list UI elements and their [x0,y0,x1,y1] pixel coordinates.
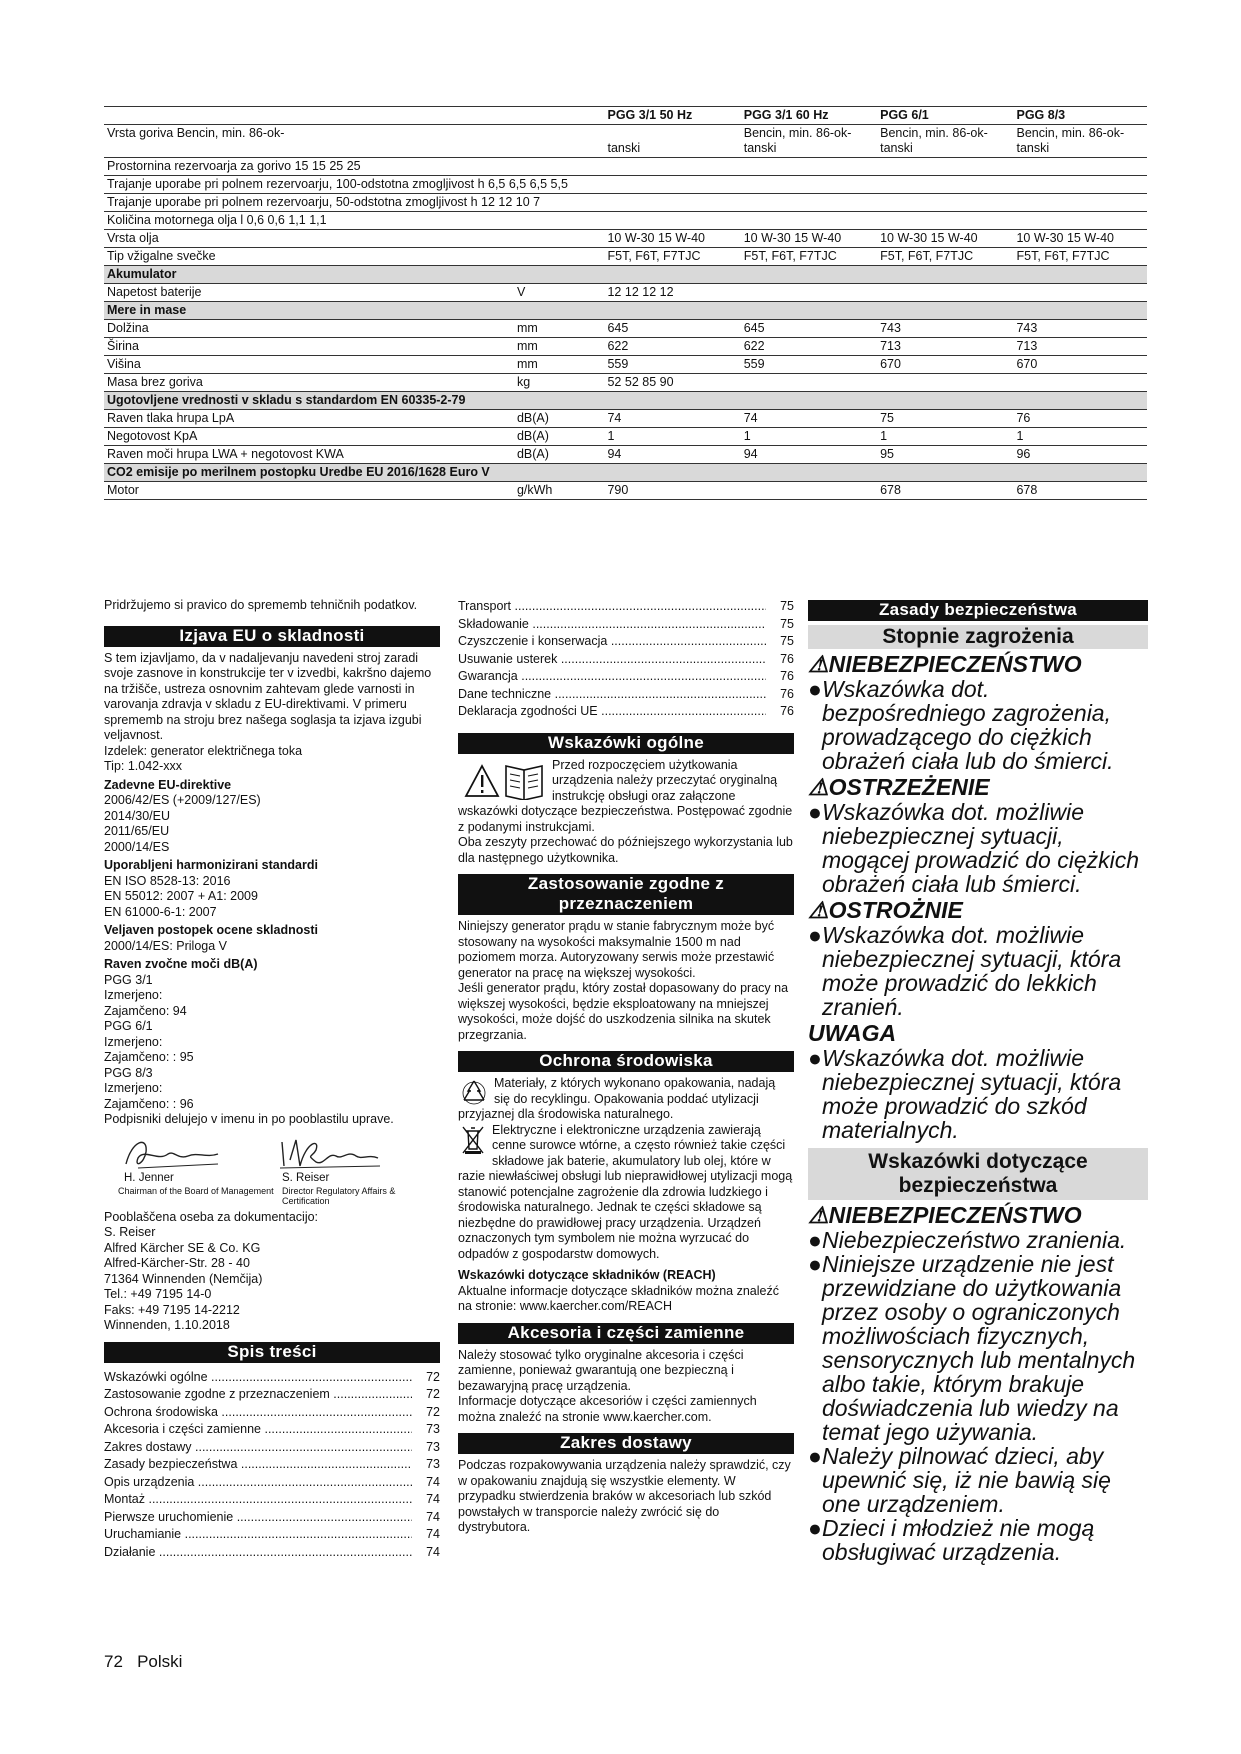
toc-page: 72 [426,1404,440,1419]
table-header: PGG 3/1 50 Hz [604,107,740,125]
table-cell: mm [514,338,605,356]
table-cell: 1 [1013,428,1147,446]
toc-page: 74 [426,1544,440,1559]
toc-item[interactable] [104,1369,440,1387]
table-cell: F5T, F6T, F7TJC [604,248,740,266]
table-cell: Prostornina rezervoarja za gorivo 15 15 25 25 [104,158,1147,176]
table-row [104,158,1147,176]
table-cell: Bencin, min. 86-ok- tanski [877,125,1013,158]
table-cell: Vrsta goriva Bencin, min. 86-ok- [104,125,514,158]
table-cell [514,248,605,266]
table-row [104,374,1147,392]
toc-item[interactable] [458,598,794,616]
danger-item [808,677,1148,773]
danger-text: Wskazówka dot. bezpośredniego zagrożenia, prowadzącego do ciężkich obrażeń ciała lub do śmierci. [822,676,1114,774]
warning-text: Wskazówka dot. możliwie niebezpiecznej sytuacji, mogącej prowadzić do ciężkich obrażeń ciała lub śmierci. [822,799,1140,897]
table-row [104,320,1147,338]
table-row [104,428,1147,446]
table-cell: 622 [604,338,740,356]
warning-heading [808,775,1148,800]
danger-heading [808,652,1148,677]
toc-page: 76 [780,704,794,718]
toc-page: 73 [426,1457,440,1471]
environment-text-2: Elektryczne i elektroniczne urządzenia zawierają cenne surowce wtórne, a często również takie części składowe jak baterie, akumulatory lub olej, które w razie niewłaściwej obsługi lub nieprawidłowej utylizacji mogą stanowić potencjalne zagrożenie dla zdrowia ludzkiego i środowiska naturalnego. Jednak te części składowe są niezbędne do prawidłowej pracy urządzenia. Urządzeń oznaczonych tym symbolem nie można wyrzucać do odpadów z gospodarstw domowych. [458,1122,793,1261]
table-cell: Tip vžigalne svečke [104,248,514,266]
table-cell: Višina [104,356,514,374]
table-cell: 743 [1013,320,1147,338]
procedure-text: 2000/14/ES: Priloga V [104,938,227,953]
safety-heading: Zasady bezpieczeństwa [808,600,1148,621]
toc-label: Ochrona środowiska ..... [104,1404,412,1422]
table-cell: 790 [604,482,740,500]
standards-title: Uporabljeni harmonizirani standardi [104,858,318,872]
danger2-text: Niebezpieczeństwo zranienia. [822,1227,1127,1253]
sound-line: Zajamčeno: 94 [104,1003,187,1018]
contact-line: 71364 Winnenden (Nemčija) [104,1271,263,1286]
toc-item[interactable] [104,1386,440,1404]
notice-text: Wskazówka dot. możliwie niebezpiecznej sytuacji, która może prowadzić do szkód materialnych. [822,1045,1122,1143]
general-block [458,758,794,836]
toc-item[interactable] [104,1509,440,1527]
table-cell: 678 [877,482,1013,500]
toc-page: 73 [426,1439,440,1454]
table-cell: V [514,284,605,302]
sound-line: Zajamčeno: : 95 [104,1050,194,1064]
table-cell: Napetost baterije [104,284,514,302]
danger2-item [808,1228,1148,1252]
table-cell: 95 [877,446,1013,464]
toc-page: 74 [426,1527,440,1541]
table-cell: 645 [604,320,740,338]
toc-label: Zakres dostawy ..... [104,1439,412,1457]
contact-line: Winnenden, 1.10.2018 [104,1318,230,1332]
table-header: PGG 8/3 [1013,107,1147,125]
bullet-icon: ● [808,1443,822,1469]
directives-title: Zadevne EU-direktive [104,777,232,792]
table-cell: dB(A) [514,428,605,446]
toc-page: 76 [780,686,794,701]
table-cell: 94 [604,446,740,464]
standard-item: EN 55012: 2007 + A1: 2009 [104,889,258,903]
column-middle [458,598,794,1536]
reach-text: Aktualne informacje dotyczące składników można znaleźć na stronie: www.kaercher.com/REACH [458,1283,779,1313]
table-cell: mm [514,320,605,338]
footer-language: Polski [137,1652,183,1671]
table-cell: 670 [1013,356,1147,374]
toc-label: Usuwanie usterek ..... [458,651,766,669]
table-cell [741,482,877,500]
table-cell: Masa brez goriva [104,374,514,392]
toc-label: Opis urządzenia ..... [104,1474,412,1492]
toc-label: Zasady bezpieczeństwa ..... [104,1456,412,1474]
toc-page: 75 [780,599,794,613]
documentation-contact [104,1210,440,1334]
table-cell [877,374,1013,392]
toc-label: Gwarancja ..... [458,668,766,686]
toc-list [104,1369,440,1562]
sound-line: Izmerjeno: [104,1034,163,1049]
toc-page: 74 [426,1474,440,1489]
table-cell: 75 [877,410,1013,428]
hazard-levels-heading: Stopnie zagrożenia [808,625,1148,649]
toc-page: 76 [780,669,794,683]
intended-use-heading: Zastosowanie zgodne z przeznaczeniem [458,874,794,915]
safety-hints-heading: Wskazówki dotyczące bezpieczeństwa [808,1148,1148,1200]
toc-item[interactable] [104,1544,440,1562]
table-cell [514,230,605,248]
directive-item: 2006/42/ES (+2009/127/ES) [104,793,261,807]
toc-item[interactable] [458,651,794,669]
table-cell: Širina [104,338,514,356]
sound-line: PGG 6/1 [104,1019,153,1033]
table-cell: 74 [741,410,877,428]
delivery-heading: Zakres dostawy [458,1433,794,1454]
toc-item[interactable] [104,1456,440,1474]
table-cell: Trajanje uporabe pri polnem rezervoarju, 100-odstotna zmogljivost h 6,5 6,5 6,5 5,5 [104,176,1147,194]
toc-page: 74 [426,1492,440,1506]
table-cell: 10 W-30 15 W-40 [877,230,1013,248]
recycling-icon [460,1078,488,1106]
table-header [514,107,605,125]
crossed-bin-icon [462,1125,484,1155]
table-section-row [104,392,1147,410]
table-cell: 12 12 12 12 [604,284,740,302]
delivery-text: Podczas rozpakowywania urządzenia należy sprawdzić, czy w opakowaniu znajdują się wszystkie elementy. W przypadku stwierdzenia braków w akcesoriach lub szkód powstałych w transporcie należy zwrócić się do dystrybutora. [458,1458,791,1534]
product-line: Izdelek: generator električnega toka [104,743,303,758]
signer1-name: H. Jenner [124,1171,174,1184]
toc-item[interactable] [104,1439,440,1457]
table-header-row [104,107,1147,125]
table-row [104,284,1147,302]
intended-use-text: Niniejszy generator prądu w stanie fabrycznym może być stosowany na wysokości maksymalnie 1500 m nad poziomem morza. Autoryzowany serwis może przestawić generator na pracę na większej wysokości. [458,919,775,980]
notice-heading: UWAGA [808,1020,897,1046]
directive-item: 2011/65/EU [104,824,170,838]
standard-item: EN ISO 8528-13: 2016 [104,873,231,888]
danger2-item [808,1444,1148,1516]
table-cell: F5T, F6T, F7TJC [877,248,1013,266]
toc-label: Montaż ..... [104,1491,412,1509]
toc-label: Dane techniczne ..... [458,686,766,704]
general-text-2: Oba zeszyty przechować do późniejszego wykorzystania lub dla następnego użytkownika. [458,835,793,865]
environment-text: Materiały, z których wykonano opakowania, nadają się do recyklingu. Opakowania poddać utylizacji przyjaznej dla środowiska naturalnego. [458,1076,776,1121]
table-cell: kg [514,374,605,392]
sound-line: Izmerjeno: [104,988,163,1002]
table-header: PGG 6/1 [877,107,1013,125]
table-cell: 1 [604,428,740,446]
bullet-icon: ● [808,922,822,948]
contact-line: Alfred-Kärcher-Str. 28 - 40 [104,1256,250,1270]
signer2-role: Director Regulatory Affairs & Certification [282,1185,396,1206]
caution-heading [808,898,1148,923]
danger2-heading [808,1203,1148,1228]
environment-block-1 [458,1076,794,1123]
table-row [104,176,1147,194]
table-cell: Bencin, min. 86-ok- tanski [1013,125,1147,158]
toc-page: 75 [780,634,794,648]
accessories-heading: Akcesoria i części zamienne [458,1323,794,1344]
contact-line: Pooblaščena oseba za dokumentacijo: [104,1209,319,1224]
general-text: Przed rozpoczęciem użytkowania urządzenia należy przeczytać oryginalną instrukcję obsługi oraz załączone wskazówki dotyczące bezpieczeństwa. Postępować zgodnie z podanymi instrukcjami. [458,757,793,834]
table-cell [877,284,1013,302]
table-cell: g/kWh [514,482,605,500]
sound-line: PGG 8/3 [104,1065,153,1080]
table-cell: 52 52 85 90 [604,374,740,392]
toc-item[interactable] [458,633,794,651]
bullet-icon: ● [808,1251,822,1277]
section-label: Ugotovljene vrednosti v skladu s standardom EN 60335-2-79 [104,392,1147,410]
toc-item[interactable] [104,1404,440,1422]
table-row [104,356,1147,374]
signatures [104,1132,440,1204]
toc-label: Wskazówki ogólne ..... [104,1369,412,1387]
notice-item [808,1046,1148,1142]
table-cell: F5T, F6T, F7TJC [1013,248,1147,266]
table-cell: tanski [604,125,740,158]
table-row [104,212,1147,230]
table-cell: Raven moči hrupa LWA + negotovost KWA [104,446,514,464]
toc-heading: Spis treści [104,1342,440,1363]
environment-heading: Ochrona środowiska [458,1051,794,1072]
section-label: CO2 emisije po merilnem postopku Uredbe EU 2016/1628 Euro V [104,464,1147,482]
section-label: Mere in mase [104,302,1147,320]
directive-item: 2000/14/ES [104,839,170,854]
table-cell: mm [514,356,605,374]
signature-jenner-icon [118,1134,228,1172]
table-section-row [104,302,1147,320]
table-row [104,194,1147,212]
toc-item[interactable] [458,686,794,704]
table-cell: Trajanje uporabe pri polnem rezervoarju, 50-odstotna zmogljivost h 12 12 10 7 [104,194,1147,212]
toc-item[interactable] [104,1491,440,1509]
accessories-text-2: Informacje dotyczące akcesoriów i części zamiennych można znaleźć na stronie www.kaercher.com. [458,1394,757,1424]
bullet-icon: ● [808,1227,822,1253]
warning-triangle-icon: ⚠ [808,774,829,800]
table-cell: 713 [1013,338,1147,356]
caution-item [808,923,1148,1019]
table-cell: Vrsta olja [104,230,514,248]
table-cell: Negotovost KpA [104,428,514,446]
bullet-icon: ● [808,1045,822,1071]
page-footer [104,1652,182,1672]
table-cell [741,374,877,392]
table-cell: 10 W-30 15 W-40 [1013,230,1147,248]
toc-page: 73 [426,1422,440,1436]
contact-line: Tel.: +49 7195 14-0 [104,1287,212,1301]
toc-label: Działanie ..... [104,1544,412,1562]
table-cell: 96 [1013,446,1147,464]
table-cell: Motor [104,482,514,500]
toc-label: Zastosowanie zgodne z przeznaczeniem ..... [104,1386,412,1404]
table-cell: 559 [604,356,740,374]
environment-block-2 [458,1123,794,1263]
type-line: Tip: 1.042-xxx [104,759,183,773]
toc-item[interactable] [458,616,794,634]
table-cell: 1 [877,428,1013,446]
contact-line: S. Reiser [104,1225,156,1239]
toc-item[interactable] [104,1474,440,1492]
table-cell: Dolžina [104,320,514,338]
table-cell: 94 [741,446,877,464]
toc-page: 72 [426,1369,440,1384]
warning-triangle-icon: ⚠ [808,651,829,677]
toc-page: 76 [780,651,794,666]
signer1-role: Chairman of the Board of Management [118,1185,274,1196]
table-section-row [104,464,1147,482]
general-heading: Wskazówki ogólne [458,733,794,754]
toc-page: 75 [780,616,794,631]
danger2-text: Należy pilnować dzieci, aby upewnić się, iż nie bawią się one urządzeniem. [822,1443,1111,1517]
table-cell: 713 [877,338,1013,356]
sound-line: PGG 3/1 [104,972,153,987]
table-header: PGG 3/1 60 Hz [741,107,877,125]
procedure-title: Veljaven postopek ocene skladnosti [104,923,318,937]
table-cell: 10 W-30 15 W-40 [604,230,740,248]
bullet-icon: ● [808,799,822,825]
table-cell: 10 W-30 15 W-40 [741,230,877,248]
column-left [104,598,440,1561]
bullet-icon: ● [808,676,822,702]
toc-item[interactable] [458,668,794,686]
table-row [104,230,1147,248]
section-label: Akumulator [104,266,1147,284]
standard-item: EN 61000-6-1: 2007 [104,904,217,919]
contact-line: Faks: +49 7195 14-2212 [104,1302,240,1317]
sound-line: Izmerjeno: [104,1081,163,1095]
table-cell: 678 [1013,482,1147,500]
table-row [104,482,1147,500]
table-cell: 74 [604,410,740,428]
table-cell [741,284,877,302]
column-right [808,598,1148,1564]
toc-label: Deklaracja zgodności UE ..... [458,703,766,721]
toc-label: Składowanie ..... [458,616,766,634]
toc-label: Pierwsze uruchomienie ..... [104,1509,412,1527]
sound-line: Zajamčeno: : 96 [104,1096,194,1111]
table-cell: 670 [877,356,1013,374]
table-row [104,446,1147,464]
table-cell [1013,374,1147,392]
table-row [104,410,1147,428]
toc-label: Czyszczenie i konserwacja ..... [458,633,766,651]
toc-item[interactable] [458,703,794,721]
danger2-text: Dzieci i młodzież nie mogą obsługiwać urządzenia. [822,1515,1095,1565]
toc-page: 74 [426,1509,440,1524]
table-cell: 1 [741,428,877,446]
table-header [104,107,514,125]
toc-page: 72 [426,1387,440,1401]
table-row [104,248,1147,266]
toc-label: Transport ..... [458,598,766,616]
read-manual-icon [462,760,544,800]
tech-change-note: Pridržujemo si pravico do sprememb tehničnih podatkov. [104,598,418,612]
eu-declaration-text: S tem izjavljamo, da v nadaljevanju navedeni stroj zaradi svoje zasnove in konstrukcije ter v izvedbi, kakršno dajemo na tržišče, ustreza osnovnim zahtevam glede varnosti in varovanja zdravja v skladu z EU-direktivami. V primeru sprememb na stroju brez našega soglasja ta izjava izgubi veljavnost. [104,650,432,742]
contact-line: Alfred Kärcher SE & Co. KG [104,1240,261,1255]
table-cell: 76 [1013,410,1147,428]
table-cell: F5T, F6T, F7TJC [741,248,877,266]
warning-triangle-icon: ⚠ [808,897,829,923]
table-cell: dB(A) [514,410,605,428]
sound-title: Raven zvočne moči dB(A) [104,957,258,971]
danger2-item [808,1516,1148,1564]
danger2-label: NIEBEZPIECZEŃSTWO [828,1202,1082,1228]
table-cell [514,125,605,158]
danger2-item [808,1252,1148,1444]
table-cell: Raven tlaka hrupa LpA [104,410,514,428]
reach-title: Wskazówki dotyczące składników (REACH) [458,1268,716,1282]
caution-label: OSTROŻNIE [828,897,963,923]
page-number: 72 [104,1652,123,1671]
directive-item: 2014/30/EU [104,808,171,823]
signer2-name: S. Reiser [282,1171,330,1184]
technical-data-table [104,106,1147,500]
table-cell: 622 [741,338,877,356]
table-row [104,125,1147,158]
danger-label: NIEBEZPIECZEŃSTWO [828,651,1082,677]
intended-use-text-2: Jeśli generator prądu, który został dopasowany do pracy na większej wysokości, będzie eksploatowany na mniejszej wysokości, może dojść do uszkodzenia silnika na skutek przegrzania. [458,981,789,1042]
table-cell: 559 [741,356,877,374]
signers-note: Podpisniki delujejo v imenu in po pooblastilu uprave. [104,1112,394,1126]
table-cell: Bencin, min. 86-ok- tanski [741,125,877,158]
warning-label: OSTRZEŻENIE [828,774,990,800]
table-cell [1013,284,1147,302]
table-section-row [104,266,1147,284]
table-cell: dB(A) [514,446,605,464]
table-row [104,338,1147,356]
table-cell: 645 [741,320,877,338]
table-cell: Količina motornega olja l 0,6 0,6 1,1 1,1 [104,212,1147,230]
warning-item [808,800,1148,896]
toc-list-continued [458,598,794,721]
toc-item[interactable] [104,1526,440,1544]
table-cell: 743 [877,320,1013,338]
toc-item[interactable] [104,1421,440,1439]
caution-text: Wskazówka dot. możliwie niebezpiecznej sytuacji, która może prowadzić do lekkich zranień. [822,922,1122,1020]
danger2-text: Niniejsze urządzenie nie jest przewidziane do użytkowania przez osoby o ograniczonych możliwościach fizycznych, sensorycznych lub mentalnych albo takie, którym brakuje doświadczenia lub wiedzy na temat jego używania. [822,1251,1136,1445]
accessories-text: Należy stosować tylko oryginalne akcesoria i części zamienne, ponieważ gwarantują one bezpieczną i bezawaryjną pracę urządzenia. [458,1347,744,1393]
signature-reiser-icon [276,1132,386,1172]
warning-triangle-icon: ⚠ [808,1202,829,1228]
bullet-icon: ● [808,1515,822,1541]
toc-label: Akcesoria i części zamienne ..... [104,1421,412,1439]
eu-declaration-heading: Izjava EU o skladnosti [104,626,440,647]
toc-label: Uruchamianie ..... [104,1526,412,1544]
